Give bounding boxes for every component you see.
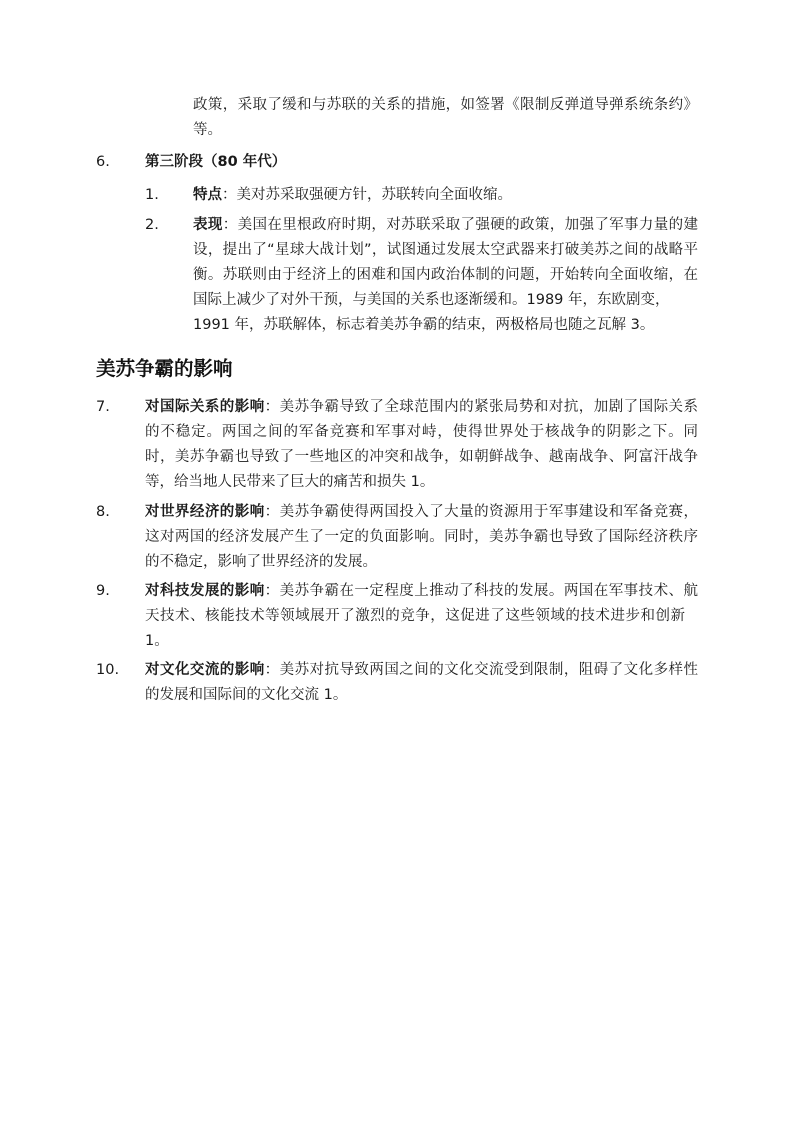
item-label: 对科技发展的影响 bbox=[145, 583, 265, 599]
item-label: 对世界经济的影响 bbox=[145, 504, 265, 520]
sublist-item bbox=[193, 215, 698, 235]
impact-item bbox=[145, 502, 698, 522]
list-number: 8. bbox=[96, 504, 110, 520]
item-text-line: 1991 年，苏联解体，标志着美苏争霸的结束，两极格局也随之瓦解 3。 bbox=[193, 317, 655, 333]
list-number: 6. bbox=[96, 154, 110, 170]
item-text: ：美苏争霸导致了全球范围内的紧张局势和对抗，加剧了国际关系 bbox=[264, 399, 699, 415]
item-text-line: 国际上减少了对外干预，与美国的关系也逐渐缓和。1989 年，东欧剧变， bbox=[193, 292, 670, 308]
sublist-number: 2. bbox=[145, 217, 159, 233]
list-number: 9. bbox=[96, 583, 110, 599]
item-label: 表现 bbox=[193, 217, 223, 233]
stage-title: 第三阶段（80 年代） bbox=[145, 154, 287, 170]
continuation-line: 等。 bbox=[193, 122, 222, 138]
list-number: 10. bbox=[96, 662, 120, 678]
impact-item bbox=[145, 397, 698, 417]
continuation-line: 政策，采取了缓和与苏联的关系的措施，如签署《限制反弹道导弹系统条约》 bbox=[193, 97, 698, 113]
item-text-line: 衡。苏联则由于经济上的困难和国内政治体制的问题，开始转向全面收缩，在 bbox=[193, 267, 698, 283]
item-text: ：美苏对抗导致两国之间的文化交流受到限制，阻碍了文化多样性 bbox=[264, 662, 699, 678]
item-label: 特点 bbox=[193, 187, 222, 203]
item-text-line: 天技术、核能技术等领域展开了激烈的竞争，这促进了这些领域的技术进步和创新 bbox=[145, 608, 685, 624]
list-number: 7. bbox=[96, 399, 110, 415]
sublist-number: 1. bbox=[145, 187, 159, 203]
item-text-line: 这对两国的经济发展产生了一定的负面影响。同时，美苏争霸也导致了国际经济秩序 bbox=[145, 529, 698, 545]
item-label: 对国际关系的影响 bbox=[145, 399, 265, 415]
item-text: ：美对苏采取强硬方针，苏联转向全面收缩。 bbox=[222, 187, 512, 203]
section-heading: 美苏争霸的影响 bbox=[96, 357, 233, 380]
impact-item bbox=[145, 660, 698, 680]
item-text-line: 时，美苏争霸也导致了一些地区的冲突和战争，如朝鲜战争、越南战争、阿富汗战争 bbox=[145, 449, 698, 465]
item-text-line: 1。 bbox=[145, 633, 169, 649]
item-text: ：美国在里根政府时期，对苏联采取了强硬的政策，加强了军事力量的建 bbox=[222, 217, 699, 233]
impact-item bbox=[145, 581, 698, 601]
sublist-item bbox=[193, 185, 512, 205]
item-text: ：美苏争霸在一定程度上推动了科技的发展。两国在军事技术、航 bbox=[264, 583, 699, 599]
item-text-line: 等，给当地人民带来了巨大的痛苦和损失 1。 bbox=[145, 474, 435, 490]
item-text-line: 设，提出了“星球大战计划”，试图通过发展太空武器来打破美苏之间的战略平 bbox=[193, 242, 698, 258]
item-text-line: 的不稳定，影响了世界经济的发展。 bbox=[145, 554, 377, 570]
item-text: ：美苏争霸使得两国投入了大量的资源用于军事建设和军备竞赛， bbox=[264, 504, 699, 520]
item-text-line: 的发展和国际间的文化交流 1。 bbox=[145, 687, 348, 703]
item-text-line: 的不稳定。两国之间的军备竞赛和军事对峙，使得世界处于核战争的阴影之下。同 bbox=[145, 424, 698, 440]
item-label: 对文化交流的影响 bbox=[145, 662, 265, 678]
